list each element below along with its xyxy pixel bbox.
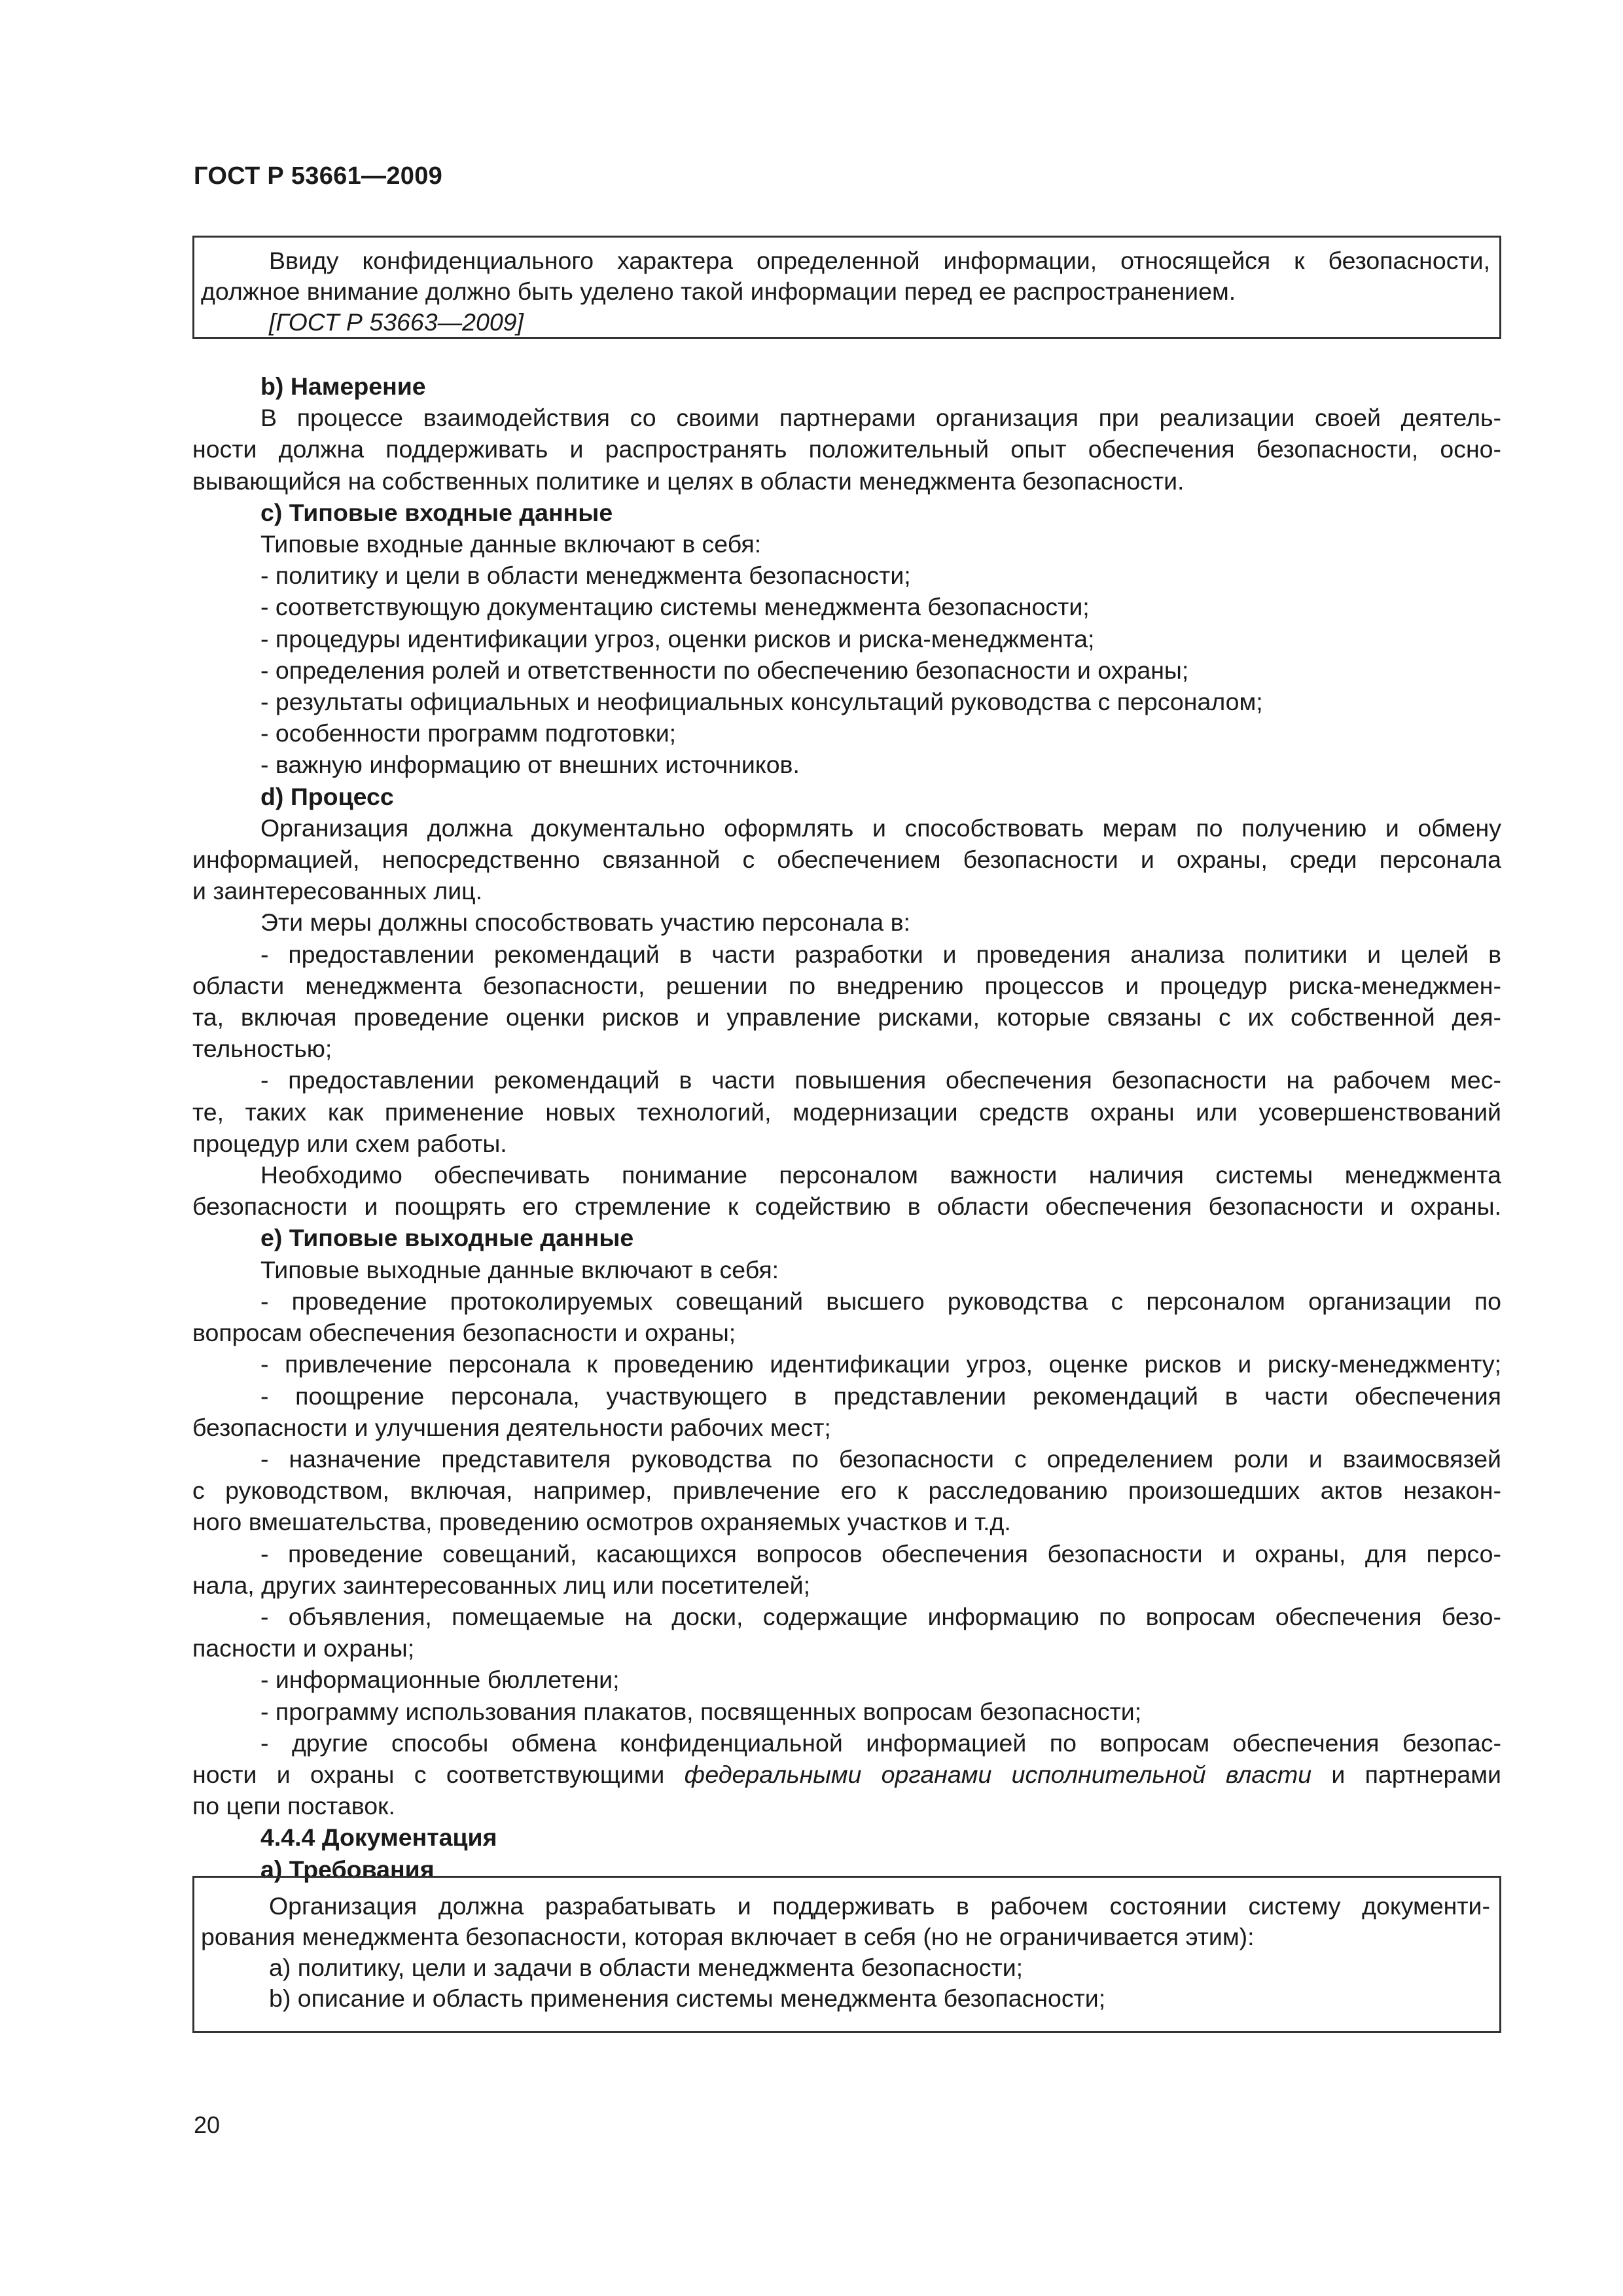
main-text [192, 370, 1501, 1885]
text-line: Типовые выходные данные включают в себя: [260, 1255, 779, 1283]
text-line: вывающийся на собственных политике и целях в области менеджмента безопасности. [192, 467, 1185, 495]
text-line: та, включая проведение оценки рисков и управление рисками, которые связаны с их собственной дея- [192, 1003, 1501, 1031]
list-item: - политику и цели в области менеджмента безопасности; [260, 562, 911, 590]
text-line: - назначение представителя руководства по безопасности с определением роли и взаимосвязей [260, 1444, 1501, 1473]
text-line: Организация должна разрабатывать и поддерживать в рабочем состоянии систему документи- [269, 1892, 1490, 1920]
text-line: и заинтересованных лиц. [192, 877, 483, 905]
text-line: - другие способы обмена конфиденциальной информацией по вопросам обеспечения безопас- [260, 1729, 1501, 1757]
text-line: те, таких как применение новых технологий, модернизации средств охраны или усовершенствований [192, 1098, 1501, 1126]
document-header: ГОСТ Р 53661—2009 [194, 162, 443, 190]
list-item: - особенности программ подготовки; [260, 719, 677, 747]
text-segment: и партнерами [1311, 1760, 1501, 1788]
list-item: - важную информацию от внешних источников. [260, 751, 800, 779]
text-line: - проведение протоколируемых совещаний высшего руководства с персоналом организации по [260, 1287, 1501, 1315]
text-line: Типовые входные данные включают в себя: [260, 530, 762, 558]
text-line: вопросам обеспечения безопасности и охраны; [192, 1319, 736, 1347]
list-item: - соответствующую документацию системы менеджмента безопасности; [260, 593, 1090, 621]
list-item: а) политику, цели и задачи в области менеджмента безопасности; [269, 1954, 1024, 1981]
text-line: ного вмешательства, проведению осмотров охраняемых участков и т.д. [192, 1508, 1011, 1536]
text-line: по цепи поставок. [192, 1792, 395, 1820]
text-segment: ности и охраны с соответствующими [192, 1760, 685, 1788]
confidentiality-note-box [192, 236, 1501, 339]
list-item: - результаты официальных и неофициальных консультаций руководства с персоналом; [260, 688, 1263, 716]
text-line: области менеджмента безопасности, решении по внедрению процессов и процедур риска-менеджмен- [192, 971, 1501, 999]
text-line: тельностью; [192, 1035, 332, 1063]
list-item: - определения ролей и ответственности по обеспечению безопасности и охраны; [260, 656, 1189, 684]
text-line: - поощрение персонала, участвующего в представлении рекомендаций в части обеспечения [260, 1382, 1501, 1410]
note-line: Ввиду конфиденциального характера определенной информации, относящейся к безопасности, [269, 247, 1490, 274]
text-line: процедур или схем работы. [192, 1129, 507, 1157]
text-line: информацией, непосредственно связанной с обеспечением безопасности и охраны, среди персонала [192, 846, 1501, 874]
note-citation: [ГОСТ Р 53663—2009] [269, 308, 524, 336]
text-line: нала, других заинтересованных лиц или посетителей; [192, 1571, 810, 1599]
text-line: ности должна поддерживать и распространять положительный опыт обеспечения безопасности, осно- [192, 435, 1501, 463]
heading-typical-output: e) Типовые выходные данные [260, 1224, 634, 1252]
text-line: Эти меры должны способствовать участию персонала в: [260, 908, 910, 937]
list-item: - процедуры идентификации угроз, оценки рисков и риска-менеджмента; [260, 624, 1095, 653]
text-line: - предоставлении рекомендаций в части разработки и проведения анализа политики и целей в [260, 940, 1501, 968]
text-line: - привлечение персонала к проведению идентификации угроз, оценке рисков и риску-менеджменту; [260, 1350, 1501, 1378]
heading-documentation: 4.4.4 Документация [260, 1823, 497, 1852]
heading-intent: b) Намерение [260, 372, 426, 400]
text-line: пасности и охраны; [192, 1634, 415, 1662]
page-number: 20 [194, 2111, 221, 2138]
text-line: рования менеджмента безопасности, которая включает в себя (но не ограничивается этим): [201, 1923, 1255, 1950]
text-line: безопасности и улучшения деятельности рабочих мест; [192, 1413, 831, 1441]
text-line: с руководством, включая, например, привлечение его к расследованию произошедших актов незакон- [192, 1477, 1501, 1505]
note-line: должное внимание должно быть уделено такой информации перед ее распространением. [201, 278, 1236, 305]
list-item: b) описание и область применения системы менеджмента безопасности; [269, 1984, 1106, 2012]
text-line: Организация должна документально оформлять и способствовать мерам по получению и обмену [260, 814, 1501, 842]
text-line: - информационные бюллетени; [260, 1666, 620, 1694]
text-line: В процессе взаимодействия со своими партнерами организация при реализации своей деятель- [260, 404, 1501, 432]
text-line: Необходимо обеспечивать понимание персоналом важности наличия системы менеджмента [260, 1161, 1501, 1189]
requirements-box [192, 1876, 1501, 2033]
text-line: - предоставлении рекомендаций в части повышения обеспечения безопасности на рабочем мес- [260, 1066, 1501, 1094]
text-line: - программу использования плакатов, посвященных вопросам безопасности; [260, 1697, 1142, 1725]
text-line: - объявления, помещаемые на доски, содержащие информацию по вопросам обеспечения безо- [260, 1602, 1501, 1630]
italic-term: федеральными органами исполнительной власти [684, 1760, 1312, 1788]
text-line: - проведение совещаний, касающихся вопросов обеспечения безопасности и охраны, для персо- [260, 1539, 1501, 1568]
heading-typical-input: c) Типовые входные данные [260, 498, 613, 526]
text-line: безопасности и поощрять его стремление к содействию в области обеспечения безопасности и охраны. [192, 1193, 1501, 1221]
text-line-mixed [192, 1759, 1501, 1790]
heading-requirements: а) Требования [260, 1855, 435, 1883]
heading-process: d) Процесс [260, 782, 394, 810]
